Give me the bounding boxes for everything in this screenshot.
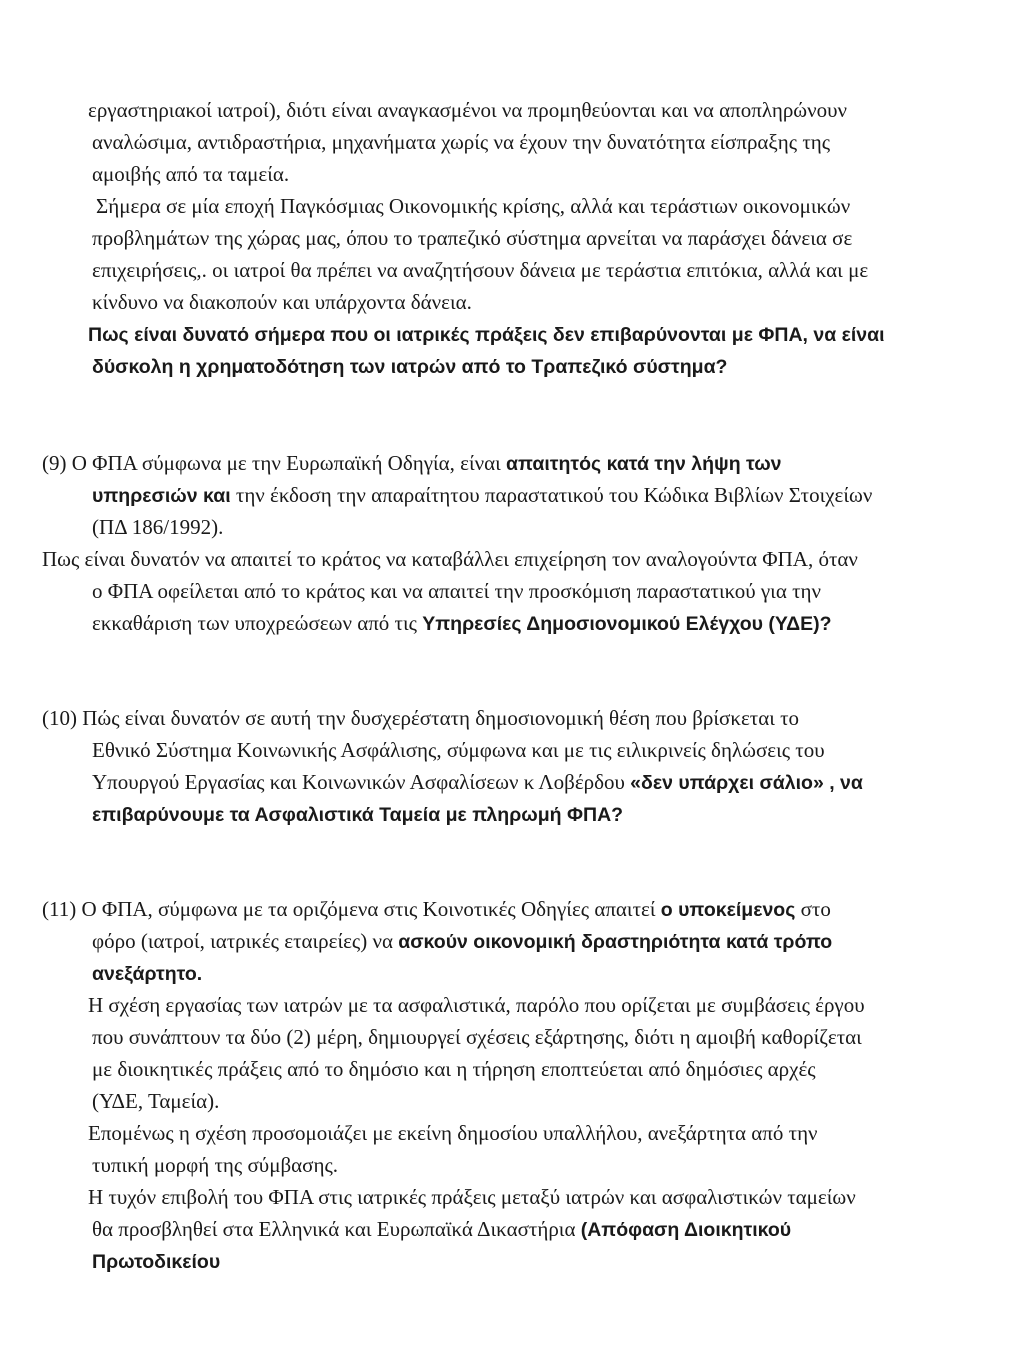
text-run: στο — [795, 897, 831, 921]
text-run: αναλώσιμα, αντιδραστήρια, μηχανήματα χωρίς να έχουν την δυνατότητα είσπραξης της — [92, 130, 831, 154]
text-run: κίνδυνο να διακοπούν και υπάρχοντα δάνεια. — [92, 290, 472, 314]
text-run: Υπουργού Εργασίας και Κοινωνικών Ασφαλίσεων κ Λοβέρδου — [92, 770, 631, 794]
text-line — [42, 546, 858, 572]
text-run: Επομένως η σχέση προσομοιάζει με εκείνη δημοσίου υπαλλήλου, ανεξάρτητα από την — [88, 1121, 818, 1145]
text-line — [42, 450, 782, 476]
text-run: εργαστηριακοί ιατροί), διότι είναι αναγκασμένοι να προμηθεύονται και να αποπληρώνουν — [88, 98, 848, 122]
text-line — [92, 514, 223, 540]
text-line — [88, 97, 847, 123]
bold-text: ανεξάρτητο. — [92, 963, 203, 985]
text-line — [92, 289, 472, 315]
text-line — [92, 1024, 862, 1050]
text-run: (10) Πώς είναι δυνατόν σε αυτή την δυσχερέστατη δημοσιονομική θέση που βρίσκεται το — [42, 706, 800, 730]
text-line — [92, 161, 289, 187]
text-run: Πως είναι δυνατόν να απαιτεί το κράτος να καταβάλλει επιχείρηση τον αναλογούντα ΦΠΑ, όταν — [42, 547, 858, 571]
text-line — [96, 193, 850, 219]
bold-text: υπηρεσιών και — [92, 485, 231, 507]
text-line — [88, 321, 885, 347]
text-line — [88, 992, 865, 1018]
text-run: (11) Ο ΦΠΑ, σύμφωνα με τα οριζόμενα στις Κοινοτικές Οδηγίες απαιτεί — [42, 897, 661, 921]
text-line — [92, 578, 821, 604]
text-line — [92, 610, 832, 636]
text-run: που συνάπτουν τα δύο (2) μέρη, δημιουργεί σχέσεις εξάρτησης, διότι η αμοιβή καθορίζεται — [92, 1025, 862, 1049]
bold-text: Πως είναι δυνατό σήμερα που οι ιατρικές πράξεις δεν επιβαρύνονται με ΦΠΑ, να είναι — [88, 324, 885, 346]
text-run: Εθνικό Σύστημα Κοινωνικής Ασφάλισης, σύμφωνα και με τις ειλικρινείς δηλώσεις του — [92, 738, 825, 762]
bold-text: επιβαρύνουμε τα Ασφαλιστικά Ταμεία με πληρωμή ΦΠΑ? — [92, 804, 624, 826]
text-run: την έκδοση την απαραίτητου παραστατικού του Κώδικα Βιβλίων Στοιχείων — [230, 483, 873, 507]
text-line — [92, 928, 832, 954]
text-line — [92, 801, 623, 827]
text-line — [88, 1184, 856, 1210]
bold-text: «δεν υπάρχει σάλιο» , να — [630, 772, 863, 794]
text-line — [88, 1120, 818, 1146]
text-line — [92, 1248, 220, 1274]
text-line — [92, 1152, 338, 1178]
text-line — [92, 960, 202, 986]
text-run: Η σχέση εργασίας των ιατρών με τα ασφαλιστικά, παρόλο που ορίζεται με συμβάσεις έργου — [88, 993, 865, 1017]
text-run: Σήμερα σε μία εποχή Παγκόσμιας Οικονομικής κρίσης, αλλά και τεράστιων οικονομικών — [96, 194, 851, 218]
text-line — [42, 705, 799, 731]
text-run: προβλημάτων της χώρας μας, όπου το τραπεζικό σύστημα αρνείται να παράσχει δάνεια σε — [92, 226, 853, 250]
text-run: εκκαθάριση των υποχρεώσεων από τις — [92, 611, 423, 635]
text-run: Η τυχόν επιβολή του ΦΠΑ στις ιατρικές πράξεις μεταξύ ιατρών και ασφαλιστικών ταμείων — [88, 1185, 856, 1209]
text-line — [42, 896, 831, 922]
text-line — [92, 1056, 816, 1082]
text-run: (ΥΔΕ, Ταμεία). — [92, 1089, 220, 1113]
text-run: (9) Ο ΦΠΑ σύμφωνα με την Ευρωπαϊκή Οδηγία, είναι — [42, 451, 507, 475]
text-line — [92, 1216, 791, 1242]
bold-text: ασκούν οικονομική δραστηριότητα κατά τρόπο — [398, 931, 833, 953]
text-run: θα προσβληθεί στα Ελληνικά και Ευρωπαϊκά Δικαστήρια — [92, 1217, 581, 1241]
text-line — [92, 225, 852, 251]
text-line — [92, 1088, 219, 1114]
bold-text: ο υποκείμενος — [660, 899, 796, 921]
text-line — [92, 257, 868, 283]
text-run: (ΠΔ 186/1992). — [92, 515, 224, 539]
text-run: τυπική μορφή της σύμβασης. — [92, 1153, 339, 1177]
text-run: με διοικητικές πράξεις από το δημόσιο και η τήρηση εποπτεύεται από δημόσιες αρχές — [92, 1057, 816, 1081]
text-line — [92, 353, 727, 379]
bold-text: απαιτητός κατά την λήψη των — [506, 453, 782, 475]
text-run: ο ΦΠΑ οφείλεται από το κράτος και να απαιτεί την προσκόμιση παραστατικού για την — [92, 579, 821, 603]
bold-text: δύσκολη η χρηματοδότηση των ιατρών από το Τραπεζικό σύστημα? — [92, 356, 728, 378]
bold-text: (Απόφαση Διοικητικού — [580, 1219, 792, 1241]
bold-text: Πρωτοδικείου — [92, 1251, 221, 1273]
text-line — [92, 482, 872, 508]
text-line — [92, 769, 863, 795]
text-run: επιχειρήσεις,. οι ιατροί θα πρέπει να αναζητήσουν δάνεια με τεράστια επιτόκια, αλλά και με — [92, 258, 869, 282]
text-line — [92, 129, 830, 155]
bold-text: Υπηρεσίες Δημοσιονομικού Ελέγχου (ΥΔΕ)? — [422, 613, 832, 635]
text-run: αμοιβής από τα ταμεία. — [92, 162, 290, 186]
text-line — [92, 737, 825, 763]
text-run: φόρο (ιατροί, ιατρικές εταιρείες) να — [92, 929, 399, 953]
